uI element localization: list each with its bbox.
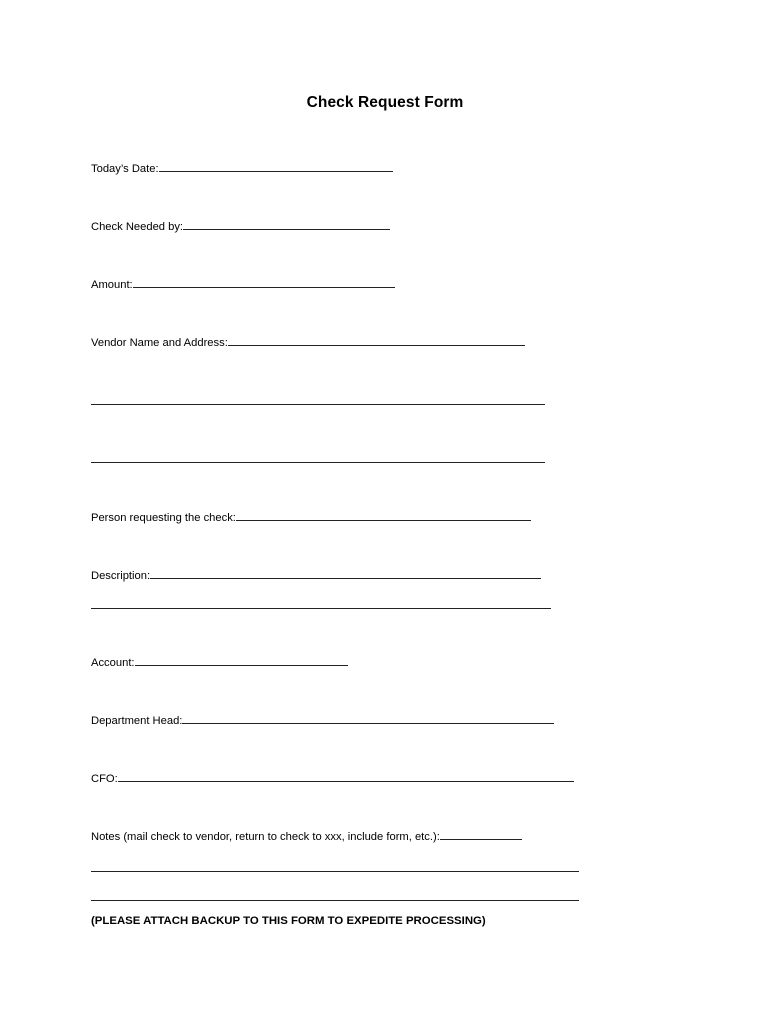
page-title: Check Request Form	[306, 94, 464, 111]
notes-row	[91, 828, 522, 844]
account-label: Account:	[91, 657, 135, 669]
cfo-label: CFO:	[91, 773, 118, 785]
person-requesting-field[interactable]	[236, 509, 531, 521]
backup-notice: (PLEASE ATTACH BACKUP TO THIS FORM TO EXPEDITE PROCESSING)	[91, 915, 486, 927]
notes-label: Notes (mail check to vendor, return to check to xxx, include form, etc.):	[91, 831, 440, 843]
description-label: Description:	[91, 570, 151, 582]
check-needed-by-row	[91, 218, 390, 234]
notes-field[interactable]	[440, 828, 522, 840]
amount-label: Amount:	[91, 279, 133, 291]
todays-date-label: Today’s Date:	[91, 163, 159, 175]
check-needed-by-field[interactable]	[183, 218, 390, 230]
description-line-2[interactable]	[91, 608, 551, 609]
vendor-label: Vendor Name and Address:	[91, 337, 228, 349]
notes-line-2[interactable]	[91, 871, 579, 872]
amount-row	[91, 276, 395, 292]
person-requesting-row	[91, 509, 531, 525]
account-field[interactable]	[135, 654, 348, 666]
todays-date-row	[91, 160, 393, 176]
description-row	[91, 567, 541, 583]
amount-field[interactable]	[133, 276, 395, 288]
department-head-label: Department Head:	[91, 715, 183, 727]
vendor-address-line-2[interactable]	[91, 404, 545, 405]
vendor-field[interactable]	[228, 334, 525, 346]
notes-line-3[interactable]	[91, 900, 579, 901]
todays-date-field[interactable]	[159, 160, 393, 172]
description-field[interactable]	[150, 567, 541, 579]
vendor-address-line-3[interactable]	[91, 462, 545, 463]
department-head-field[interactable]	[182, 712, 554, 724]
department-head-row	[91, 712, 554, 728]
check-needed-by-label: Check Needed by:	[91, 221, 184, 233]
vendor-row	[91, 334, 525, 350]
account-row	[91, 654, 348, 670]
cfo-row	[91, 770, 574, 786]
person-requesting-label: Person requesting the check:	[91, 512, 236, 524]
cfo-field[interactable]	[118, 770, 574, 782]
